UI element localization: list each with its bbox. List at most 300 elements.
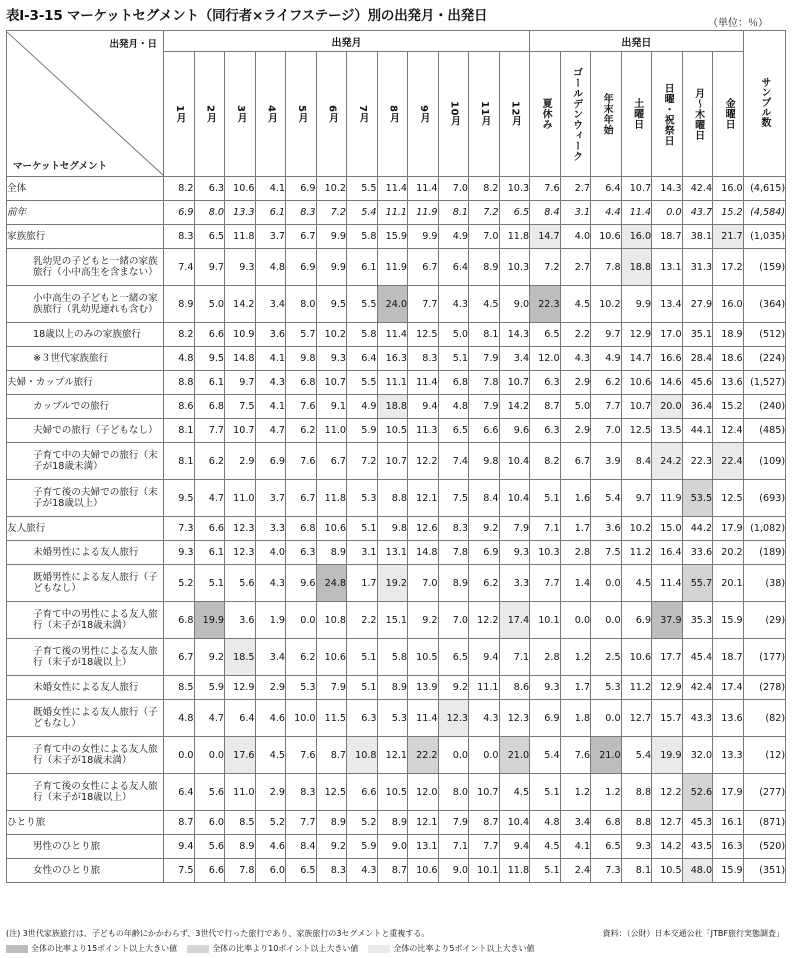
- sample-cell: (520): [743, 835, 786, 859]
- value-cell: 15.9: [377, 225, 408, 249]
- value-cell: 6.9: [286, 177, 317, 201]
- column-header: [377, 52, 408, 177]
- value-cell: 4.1: [255, 347, 286, 371]
- value-cell: 11.9: [652, 480, 683, 517]
- row-label: 未婚女性による友人旅行: [7, 676, 164, 700]
- value-cell: 5.1: [347, 517, 378, 541]
- column-header-label: 4月: [265, 105, 277, 123]
- value-cell: 16.0: [713, 177, 744, 201]
- value-cell: 2.7: [560, 177, 591, 201]
- row-label: 子育て中の女性による友人旅行（末子が18歳未満）: [7, 737, 164, 774]
- value-cell: 4.8: [164, 347, 195, 371]
- value-cell: 11.4: [652, 565, 683, 602]
- month-group-header: 出発月: [164, 31, 530, 52]
- value-cell: 12.5: [408, 323, 439, 347]
- value-cell: 6.5: [194, 225, 225, 249]
- value-cell: 5.0: [194, 286, 225, 323]
- value-cell: 10.2: [621, 517, 652, 541]
- value-cell: 10.7: [377, 443, 408, 480]
- value-cell: 6.5: [499, 201, 530, 225]
- row-label: 未婚男性による友人旅行: [7, 541, 164, 565]
- value-cell: 5.2: [255, 811, 286, 835]
- value-cell: 16.4: [652, 541, 683, 565]
- value-cell: 5.2: [347, 811, 378, 835]
- value-cell: 6.6: [194, 517, 225, 541]
- value-cell: 9.4: [469, 639, 500, 676]
- value-cell: 4.7: [194, 480, 225, 517]
- value-cell: 7.7: [286, 811, 317, 835]
- value-cell: 7.3: [164, 517, 195, 541]
- value-cell: 43.5: [682, 835, 713, 859]
- value-cell: 4.3: [255, 565, 286, 602]
- value-cell: 13.3: [225, 201, 256, 225]
- value-cell: 15.2: [713, 201, 744, 225]
- value-cell: 6.7: [560, 443, 591, 480]
- value-cell: 5.8: [377, 639, 408, 676]
- value-cell: 10.7: [225, 419, 256, 443]
- value-cell: 8.9: [377, 676, 408, 700]
- value-cell: 17.0: [652, 323, 683, 347]
- value-cell: 10.1: [530, 602, 561, 639]
- sample-cell: (29): [743, 602, 786, 639]
- value-cell: 2.7: [560, 249, 591, 286]
- value-cell: 5.0: [438, 323, 469, 347]
- value-cell: 10.4: [499, 480, 530, 517]
- value-cell: 4.7: [255, 419, 286, 443]
- sample-cell: (177): [743, 639, 786, 676]
- value-cell: 7.8: [591, 249, 622, 286]
- value-cell: 3.7: [255, 225, 286, 249]
- value-cell: 11.9: [408, 201, 439, 225]
- value-cell: 12.3: [438, 700, 469, 737]
- value-cell: 3.3: [499, 565, 530, 602]
- value-cell: 11.2: [621, 676, 652, 700]
- value-cell: 11.4: [621, 201, 652, 225]
- table-row: [7, 835, 786, 859]
- value-cell: 5.1: [438, 347, 469, 371]
- value-cell: 8.7: [164, 811, 195, 835]
- value-cell: 6.8: [286, 517, 317, 541]
- value-cell: 7.7: [469, 835, 500, 859]
- table-row: [7, 565, 786, 602]
- value-cell: 8.2: [164, 323, 195, 347]
- value-cell: 8.5: [164, 676, 195, 700]
- value-cell: 5.3: [286, 676, 317, 700]
- value-cell: 9.3: [164, 541, 195, 565]
- value-cell: 10.3: [530, 541, 561, 565]
- value-cell: 7.1: [530, 517, 561, 541]
- value-cell: 11.1: [377, 201, 408, 225]
- value-cell: 13.5: [652, 419, 683, 443]
- value-cell: 11.8: [499, 225, 530, 249]
- value-cell: 18.6: [713, 347, 744, 371]
- value-cell: 27.9: [682, 286, 713, 323]
- value-cell: 11.4: [377, 323, 408, 347]
- column-header-label: 9月: [418, 105, 429, 123]
- value-cell: 9.5: [316, 286, 347, 323]
- value-cell: 10.5: [377, 419, 408, 443]
- column-header: [225, 52, 256, 177]
- value-cell: 5.1: [194, 565, 225, 602]
- value-cell: 43.7: [682, 201, 713, 225]
- value-cell: 6.4: [225, 700, 256, 737]
- value-cell: 4.8: [255, 249, 286, 286]
- sample-cell: (240): [743, 395, 786, 419]
- sample-cell: (109): [743, 443, 786, 480]
- column-header-label: 7月: [357, 105, 368, 123]
- value-cell: 7.7: [530, 565, 561, 602]
- value-cell: 4.3: [255, 371, 286, 395]
- value-cell: 14.2: [225, 286, 256, 323]
- value-cell: 8.8: [377, 480, 408, 517]
- sample-cell: (189): [743, 541, 786, 565]
- table-row: [7, 774, 786, 811]
- value-cell: 9.9: [621, 286, 652, 323]
- column-header-label: 8月: [387, 105, 399, 123]
- table-row: [7, 286, 786, 323]
- value-cell: 12.9: [652, 676, 683, 700]
- value-cell: 9.3: [316, 347, 347, 371]
- value-cell: 13.1: [408, 835, 439, 859]
- row-label: 子育て中の夫婦での旅行（末子が18歳未満）: [7, 443, 164, 480]
- value-cell: 9.8: [469, 443, 500, 480]
- value-cell: 16.3: [377, 347, 408, 371]
- value-cell: 7.9: [499, 517, 530, 541]
- value-cell: 9.4: [164, 835, 195, 859]
- column-header-label: 3月: [235, 105, 246, 123]
- value-cell: 14.3: [499, 323, 530, 347]
- value-cell: 7.9: [469, 395, 500, 419]
- column-header: [499, 52, 530, 177]
- value-cell: 22.2: [408, 737, 439, 774]
- value-cell: 6.2: [286, 419, 317, 443]
- row-label: 既婚男性による友人旅行（子どもなし）: [7, 565, 164, 602]
- value-cell: 9.6: [499, 419, 530, 443]
- value-cell: 5.4: [591, 480, 622, 517]
- row-label: ※３世代家族旅行: [7, 347, 164, 371]
- row-label: 家族旅行: [7, 225, 164, 249]
- column-header: [164, 52, 195, 177]
- value-cell: 3.1: [347, 541, 378, 565]
- column-header: [286, 52, 317, 177]
- value-cell: 8.1: [469, 323, 500, 347]
- value-cell: 13.3: [713, 737, 744, 774]
- value-cell: 10.8: [316, 602, 347, 639]
- table-row: [7, 347, 786, 371]
- row-label: 全体: [7, 177, 164, 201]
- table-row: [7, 395, 786, 419]
- table-row: [7, 811, 786, 835]
- value-cell: 9.2: [194, 639, 225, 676]
- value-cell: 9.3: [621, 835, 652, 859]
- value-cell: 15.9: [713, 602, 744, 639]
- value-cell: 6.0: [255, 859, 286, 883]
- value-cell: 8.1: [438, 201, 469, 225]
- value-cell: 6.7: [408, 249, 439, 286]
- value-cell: 5.6: [225, 565, 256, 602]
- value-cell: 8.3: [438, 517, 469, 541]
- sample-header: [743, 31, 786, 177]
- value-cell: 1.2: [560, 639, 591, 676]
- value-cell: 9.5: [164, 480, 195, 517]
- value-cell: 6.2: [194, 443, 225, 480]
- value-cell: 4.7: [194, 700, 225, 737]
- value-cell: 7.5: [225, 395, 256, 419]
- value-cell: 55.7: [682, 565, 713, 602]
- value-cell: 10.7: [621, 177, 652, 201]
- value-cell: 9.5: [194, 347, 225, 371]
- value-cell: 6.8: [194, 395, 225, 419]
- column-header: [469, 52, 500, 177]
- value-cell: 8.3: [286, 201, 317, 225]
- value-cell: 7.2: [530, 249, 561, 286]
- value-cell: 10.9: [225, 323, 256, 347]
- value-cell: 3.4: [255, 286, 286, 323]
- value-cell: 7.5: [438, 480, 469, 517]
- row-label: 子育て中の男性による友人旅行（末子が18歳未満）: [7, 602, 164, 639]
- value-cell: 42.4: [682, 177, 713, 201]
- column-header: [682, 52, 713, 177]
- value-cell: 3.6: [225, 602, 256, 639]
- value-cell: 10.6: [621, 639, 652, 676]
- value-cell: 11.8: [499, 859, 530, 883]
- value-cell: 7.9: [438, 811, 469, 835]
- data-table: [6, 30, 786, 883]
- value-cell: 5.5: [347, 371, 378, 395]
- legend-item: [368, 943, 534, 954]
- legend-item: [187, 943, 358, 954]
- value-cell: 8.0: [438, 774, 469, 811]
- value-cell: 8.1: [621, 859, 652, 883]
- value-cell: 5.3: [347, 480, 378, 517]
- value-cell: 1.9: [255, 602, 286, 639]
- value-cell: 11.4: [377, 177, 408, 201]
- value-cell: 6.3: [347, 700, 378, 737]
- value-cell: 2.2: [560, 323, 591, 347]
- value-cell: 35.3: [682, 602, 713, 639]
- value-cell: 10.4: [499, 443, 530, 480]
- value-cell: 53.5: [682, 480, 713, 517]
- sample-cell: (871): [743, 811, 786, 835]
- row-label: カップルでの旅行: [7, 395, 164, 419]
- value-cell: 11.3: [408, 419, 439, 443]
- value-cell: 9.4: [499, 835, 530, 859]
- value-cell: 8.3: [316, 859, 347, 883]
- value-cell: 9.0: [377, 835, 408, 859]
- value-cell: 7.6: [530, 177, 561, 201]
- value-cell: 8.7: [316, 737, 347, 774]
- value-cell: 5.4: [530, 737, 561, 774]
- value-cell: 7.7: [591, 395, 622, 419]
- value-cell: 1.2: [560, 774, 591, 811]
- value-cell: 6.9: [469, 541, 500, 565]
- value-cell: 14.6: [652, 371, 683, 395]
- value-cell: 4.5: [255, 737, 286, 774]
- value-cell: 3.9: [591, 443, 622, 480]
- row-label: 既婚女性による友人旅行（子どもなし）: [7, 700, 164, 737]
- value-cell: 8.9: [316, 811, 347, 835]
- value-cell: 6.1: [194, 371, 225, 395]
- value-cell: 4.8: [438, 395, 469, 419]
- value-cell: 8.1: [164, 419, 195, 443]
- column-header-label: 夏休み: [540, 98, 552, 130]
- value-cell: 10.7: [621, 395, 652, 419]
- value-cell: 11.8: [225, 225, 256, 249]
- value-cell: 5.8: [347, 225, 378, 249]
- value-cell: 8.9: [164, 286, 195, 323]
- value-cell: 4.5: [499, 774, 530, 811]
- unit-label: （単位：％）: [708, 18, 768, 29]
- value-cell: 7.7: [408, 286, 439, 323]
- value-cell: 8.4: [621, 443, 652, 480]
- value-cell: 20.2: [713, 541, 744, 565]
- table-row: [7, 419, 786, 443]
- value-cell: 0.0: [591, 565, 622, 602]
- corner-header: [7, 31, 164, 177]
- table-row: [7, 371, 786, 395]
- table-row: [7, 177, 786, 201]
- value-cell: 20.0: [652, 395, 683, 419]
- value-cell: 13.1: [377, 541, 408, 565]
- column-header-label: 12月: [509, 101, 521, 127]
- value-cell: 12.3: [225, 541, 256, 565]
- value-cell: 5.5: [347, 286, 378, 323]
- value-cell: 5.9: [194, 676, 225, 700]
- value-cell: 19.9: [652, 737, 683, 774]
- value-cell: 6.3: [530, 371, 561, 395]
- corner-top-label: 出発月・日: [109, 38, 157, 50]
- value-cell: 6.6: [469, 419, 500, 443]
- value-cell: 13.1: [652, 249, 683, 286]
- value-cell: 12.5: [713, 480, 744, 517]
- value-cell: 6.5: [286, 859, 317, 883]
- value-cell: 31.3: [682, 249, 713, 286]
- value-cell: 14.2: [499, 395, 530, 419]
- value-cell: 11.4: [408, 371, 439, 395]
- value-cell: 15.7: [652, 700, 683, 737]
- value-cell: 10.3: [499, 249, 530, 286]
- value-cell: 37.9: [652, 602, 683, 639]
- value-cell: 7.7: [194, 419, 225, 443]
- sample-cell: (693): [743, 480, 786, 517]
- value-cell: 5.3: [591, 676, 622, 700]
- value-cell: 13.6: [713, 371, 744, 395]
- value-cell: 9.7: [621, 480, 652, 517]
- value-cell: 7.9: [469, 347, 500, 371]
- value-cell: 6.7: [286, 480, 317, 517]
- value-cell: 4.9: [347, 395, 378, 419]
- value-cell: 15.1: [377, 602, 408, 639]
- value-cell: 8.6: [164, 395, 195, 419]
- value-cell: 12.3: [499, 700, 530, 737]
- value-cell: 8.8: [621, 774, 652, 811]
- value-cell: 21.0: [591, 737, 622, 774]
- sample-cell: (485): [743, 419, 786, 443]
- column-header-label: 1月: [174, 105, 185, 123]
- value-cell: 6.6: [194, 859, 225, 883]
- value-cell: 1.6: [560, 480, 591, 517]
- value-cell: 8.9: [225, 835, 256, 859]
- value-cell: 9.9: [316, 225, 347, 249]
- value-cell: 7.5: [591, 541, 622, 565]
- value-cell: 10.6: [621, 371, 652, 395]
- value-cell: 4.5: [560, 286, 591, 323]
- value-cell: 9.8: [377, 517, 408, 541]
- value-cell: 0.0: [194, 737, 225, 774]
- sample-cell: (38): [743, 565, 786, 602]
- column-header: [560, 52, 591, 177]
- value-cell: 10.6: [316, 517, 347, 541]
- value-cell: 6.4: [438, 249, 469, 286]
- value-cell: 17.9: [713, 774, 744, 811]
- value-cell: 0.0: [560, 602, 591, 639]
- value-cell: 8.4: [286, 835, 317, 859]
- value-cell: 6.8: [286, 371, 317, 395]
- value-cell: 8.3: [408, 347, 439, 371]
- value-cell: 8.0: [194, 201, 225, 225]
- value-cell: 9.2: [469, 517, 500, 541]
- value-cell: 6.4: [347, 347, 378, 371]
- value-cell: 6.3: [530, 419, 561, 443]
- value-cell: 6.4: [164, 774, 195, 811]
- value-cell: 13.9: [408, 676, 439, 700]
- corner-bottom-label: マーケットセグメント: [13, 160, 108, 172]
- value-cell: 3.4: [255, 639, 286, 676]
- column-header-label: ゴールデンウィーク: [570, 66, 582, 162]
- value-cell: 24.0: [377, 286, 408, 323]
- value-cell: 11.1: [377, 371, 408, 395]
- value-cell: 5.4: [621, 737, 652, 774]
- value-cell: 7.5: [164, 859, 195, 883]
- value-cell: 6.9: [621, 602, 652, 639]
- value-cell: 8.2: [469, 177, 500, 201]
- value-cell: 12.6: [408, 517, 439, 541]
- table-row: [7, 700, 786, 737]
- column-header: [652, 52, 683, 177]
- day-group-header: 出発日: [530, 31, 744, 52]
- source-note: 資料：（公財）日本交通公社「JTBF旅行実態調査」: [602, 929, 784, 938]
- value-cell: 44.2: [682, 517, 713, 541]
- value-cell: 21.0: [499, 737, 530, 774]
- value-cell: 7.4: [164, 249, 195, 286]
- value-cell: 8.4: [469, 480, 500, 517]
- column-header-label: 月～木曜日: [692, 87, 704, 141]
- value-cell: 8.7: [469, 811, 500, 835]
- value-cell: 4.9: [591, 347, 622, 371]
- value-cell: 6.3: [194, 177, 225, 201]
- row-label: 夫婦での旅行（子どもなし）: [7, 419, 164, 443]
- sample-cell: (364): [743, 286, 786, 323]
- value-cell: 17.9: [713, 517, 744, 541]
- value-cell: 6.2: [286, 639, 317, 676]
- value-cell: 16.6: [652, 347, 683, 371]
- value-cell: 5.3: [377, 700, 408, 737]
- value-cell: 8.8: [164, 371, 195, 395]
- value-cell: 6.8: [438, 371, 469, 395]
- column-header-label: 11月: [479, 101, 490, 127]
- value-cell: 9.4: [408, 395, 439, 419]
- value-cell: 13.4: [652, 286, 683, 323]
- column-header: [438, 52, 469, 177]
- row-label: 前年: [7, 201, 164, 225]
- value-cell: 16.0: [621, 225, 652, 249]
- value-cell: 6.1: [347, 249, 378, 286]
- value-cell: 12.3: [225, 517, 256, 541]
- value-cell: 5.1: [530, 774, 561, 811]
- value-cell: 7.0: [438, 177, 469, 201]
- sample-cell: (159): [743, 249, 786, 286]
- value-cell: 10.2: [316, 323, 347, 347]
